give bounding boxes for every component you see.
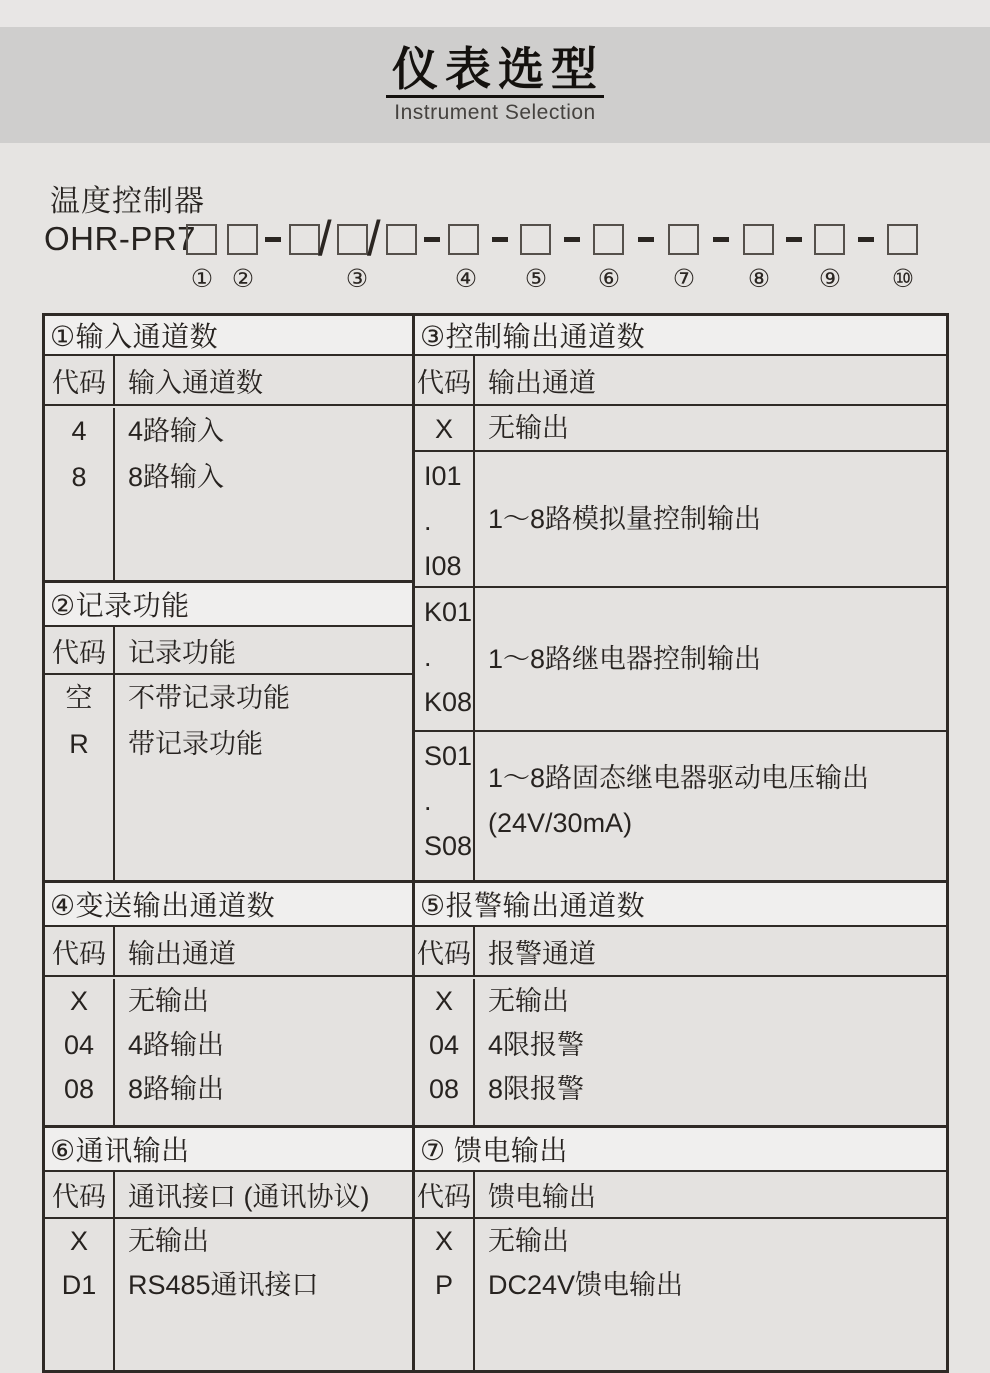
model-slash-separator: /	[318, 212, 332, 266]
desc-cell	[115, 408, 412, 580]
desc-line: 1～8路模拟量控制输出	[488, 503, 762, 534]
table-header-row	[45, 627, 412, 675]
code-line: 04	[63, 1030, 95, 1060]
desc-line: 8限报警	[488, 1074, 585, 1104]
desc-cell	[475, 406, 946, 450]
desc-line: 无输出	[488, 413, 569, 443]
column-left	[42, 313, 415, 1373]
table-row	[415, 406, 946, 450]
desc-line: 1～8路固态继电器驱动电压输出	[488, 763, 870, 793]
code-cell	[415, 732, 475, 880]
desc-line: 无输出	[128, 1226, 209, 1256]
model-position-label: ⑤	[524, 265, 548, 293]
code-line: R	[69, 729, 89, 759]
header-band	[0, 27, 990, 143]
desc-line: 4路输入	[128, 416, 225, 446]
model-dash-separator	[424, 237, 440, 242]
model-position-label: ③	[345, 265, 369, 293]
table-row	[45, 1219, 412, 1370]
code-line: .	[424, 786, 432, 816]
table-body	[415, 1219, 946, 1370]
table-row	[45, 406, 412, 580]
code-line: 04	[428, 1030, 460, 1060]
code-cell	[45, 408, 115, 580]
section-power-output	[412, 1125, 949, 1373]
code-cell	[415, 588, 475, 730]
desc-cell	[475, 588, 946, 730]
desc-cell	[115, 1219, 412, 1370]
table-body	[415, 406, 946, 880]
desc-column-header: 记录功能	[128, 637, 236, 668]
table-body	[45, 977, 412, 1125]
table-row	[415, 730, 946, 880]
model-prefix: OHR-PR7	[44, 220, 197, 257]
desc-column-header: 报警通道	[488, 938, 596, 969]
code-line: .	[424, 642, 432, 672]
model-code-box	[814, 224, 845, 255]
table-row	[415, 1219, 946, 1370]
table-header-row	[45, 356, 412, 406]
code-column-header: 代码	[45, 1172, 115, 1217]
table-body	[45, 1219, 412, 1370]
table-row	[415, 450, 946, 586]
code-line: K01	[424, 597, 473, 627]
desc-cell	[475, 979, 946, 1125]
code-line: S01	[424, 741, 473, 771]
model-position-label: ⑧	[747, 265, 771, 293]
code-line: K08	[424, 687, 473, 717]
table-header-row	[45, 927, 412, 977]
code-cell	[415, 452, 475, 586]
desc-line: 无输出	[128, 986, 209, 1016]
table-row	[45, 977, 412, 1125]
desc-line: 无输出	[488, 986, 569, 1016]
tables-grid	[42, 313, 949, 1373]
table-row	[415, 586, 946, 730]
table-header-row	[415, 356, 946, 406]
model-dash-separator	[713, 237, 729, 242]
code-line: 08	[63, 1074, 95, 1104]
model-slash-separator: /	[367, 212, 381, 266]
desc-cell	[475, 452, 946, 586]
desc-line: 4限报警	[488, 1030, 585, 1060]
desc-cell	[115, 979, 412, 1125]
code-line: 8	[71, 462, 87, 492]
desc-line: 4路输出	[128, 1030, 225, 1060]
desc-cell	[475, 1219, 946, 1370]
section-title: ④变送输出通道数	[45, 883, 412, 927]
page-subtitle: Instrument Selection	[394, 101, 596, 125]
code-line: X	[434, 1226, 453, 1256]
code-cell	[415, 406, 475, 450]
desc-line: 无输出	[488, 1226, 569, 1256]
model-position-label: ⑥	[597, 265, 621, 293]
model-position-label: ⑦	[672, 265, 696, 293]
section-title: ⑥通讯输出	[45, 1128, 412, 1172]
model-position-label: ⑨	[818, 265, 842, 293]
table-body	[45, 406, 412, 580]
model-code-box	[386, 224, 417, 255]
model-code-box	[289, 224, 320, 255]
model-code-diagram	[0, 143, 990, 313]
code-cell	[45, 1219, 115, 1370]
model-code-box	[227, 224, 258, 255]
code-cell	[415, 979, 475, 1125]
section-title: ⑦ 馈电输出	[415, 1128, 946, 1172]
column-right	[412, 313, 949, 1373]
desc-line: 带记录功能	[128, 729, 263, 759]
code-line: I01	[424, 461, 462, 491]
code-line: I08	[424, 551, 462, 581]
code-column-header: 代码	[45, 356, 115, 404]
table-body	[415, 977, 946, 1125]
page-title: 仪表选型	[386, 45, 604, 99]
code-line: X	[69, 986, 88, 1016]
model-dash-separator	[786, 237, 802, 242]
desc-cell	[115, 675, 412, 880]
model-code-box	[887, 224, 918, 255]
product-name: 温度控制器	[50, 185, 205, 218]
model-code-box	[668, 224, 699, 255]
desc-line: 8路输入	[128, 462, 225, 492]
model-dash-separator	[265, 237, 281, 242]
table-body	[45, 675, 412, 880]
desc-line: 8路输出	[128, 1074, 225, 1104]
code-line: X	[434, 986, 453, 1016]
code-cell	[45, 675, 115, 880]
code-line: P	[434, 1270, 453, 1300]
section-input-channels	[42, 313, 415, 583]
model-dash-separator	[564, 237, 580, 242]
table-header-row	[415, 927, 946, 977]
code-column-header: 代码	[415, 1172, 475, 1217]
code-line: 4	[71, 416, 87, 446]
section-title: ①输入通道数	[45, 316, 412, 356]
code-cell	[45, 979, 115, 1125]
code-column-header: 代码	[415, 927, 475, 975]
model-position-label: ②	[231, 265, 255, 293]
section-transmit-output	[42, 880, 415, 1128]
desc-column-header: 输出通道	[488, 367, 596, 398]
table-header-row	[45, 1172, 412, 1219]
code-line: X	[69, 1226, 88, 1256]
desc-line: (24V/30mA)	[488, 808, 633, 838]
desc-column-header: 馈电输出	[488, 1182, 596, 1212]
code-cell	[415, 1219, 475, 1370]
model-position-label: ④	[454, 265, 478, 293]
table-header-row	[415, 1172, 946, 1219]
section-title: ⑤报警输出通道数	[415, 883, 946, 927]
model-dash-separator	[638, 237, 654, 242]
model-code-box	[743, 224, 774, 255]
desc-column-header: 输入通道数	[128, 367, 263, 398]
code-line: S08	[424, 831, 473, 861]
desc-line: 不带记录功能	[128, 683, 290, 713]
section-record-function	[42, 580, 415, 883]
top-strip	[0, 0, 990, 27]
desc-line: RS485通讯接口	[128, 1270, 319, 1300]
table-row	[45, 675, 412, 880]
section-comm-output	[42, 1125, 415, 1373]
model-dash-separator	[858, 237, 874, 242]
code-column-header: 代码	[415, 356, 475, 404]
code-line: X	[434, 414, 453, 444]
model-code-box	[520, 224, 551, 255]
section-title: ②记录功能	[45, 583, 412, 627]
code-column-header: 代码	[45, 627, 115, 673]
desc-column-header: 输出通道	[128, 938, 236, 969]
code-line: D1	[61, 1270, 97, 1300]
model-code-box	[186, 224, 217, 255]
model-code-box	[593, 224, 624, 255]
desc-line: 1～8路继电器控制输出	[488, 643, 762, 674]
desc-line: DC24V馈电输出	[488, 1270, 684, 1300]
code-column-header: 代码	[45, 927, 115, 975]
model-position-label: ①	[190, 265, 214, 293]
content-area	[0, 143, 990, 1312]
model-code-box	[337, 224, 368, 255]
code-line: 08	[428, 1074, 460, 1104]
section-control-output	[412, 313, 949, 883]
code-line: 空	[65, 683, 93, 713]
table-row	[415, 977, 946, 1125]
model-dash-separator	[492, 237, 508, 242]
code-line: .	[424, 506, 432, 536]
desc-column-header: 通讯接口 (通讯协议)	[128, 1182, 370, 1212]
section-alarm-output	[412, 880, 949, 1128]
section-title: ③控制输出通道数	[415, 316, 946, 356]
model-position-label: ⑩	[891, 265, 915, 293]
desc-cell	[475, 732, 946, 880]
model-code-box	[448, 224, 479, 255]
